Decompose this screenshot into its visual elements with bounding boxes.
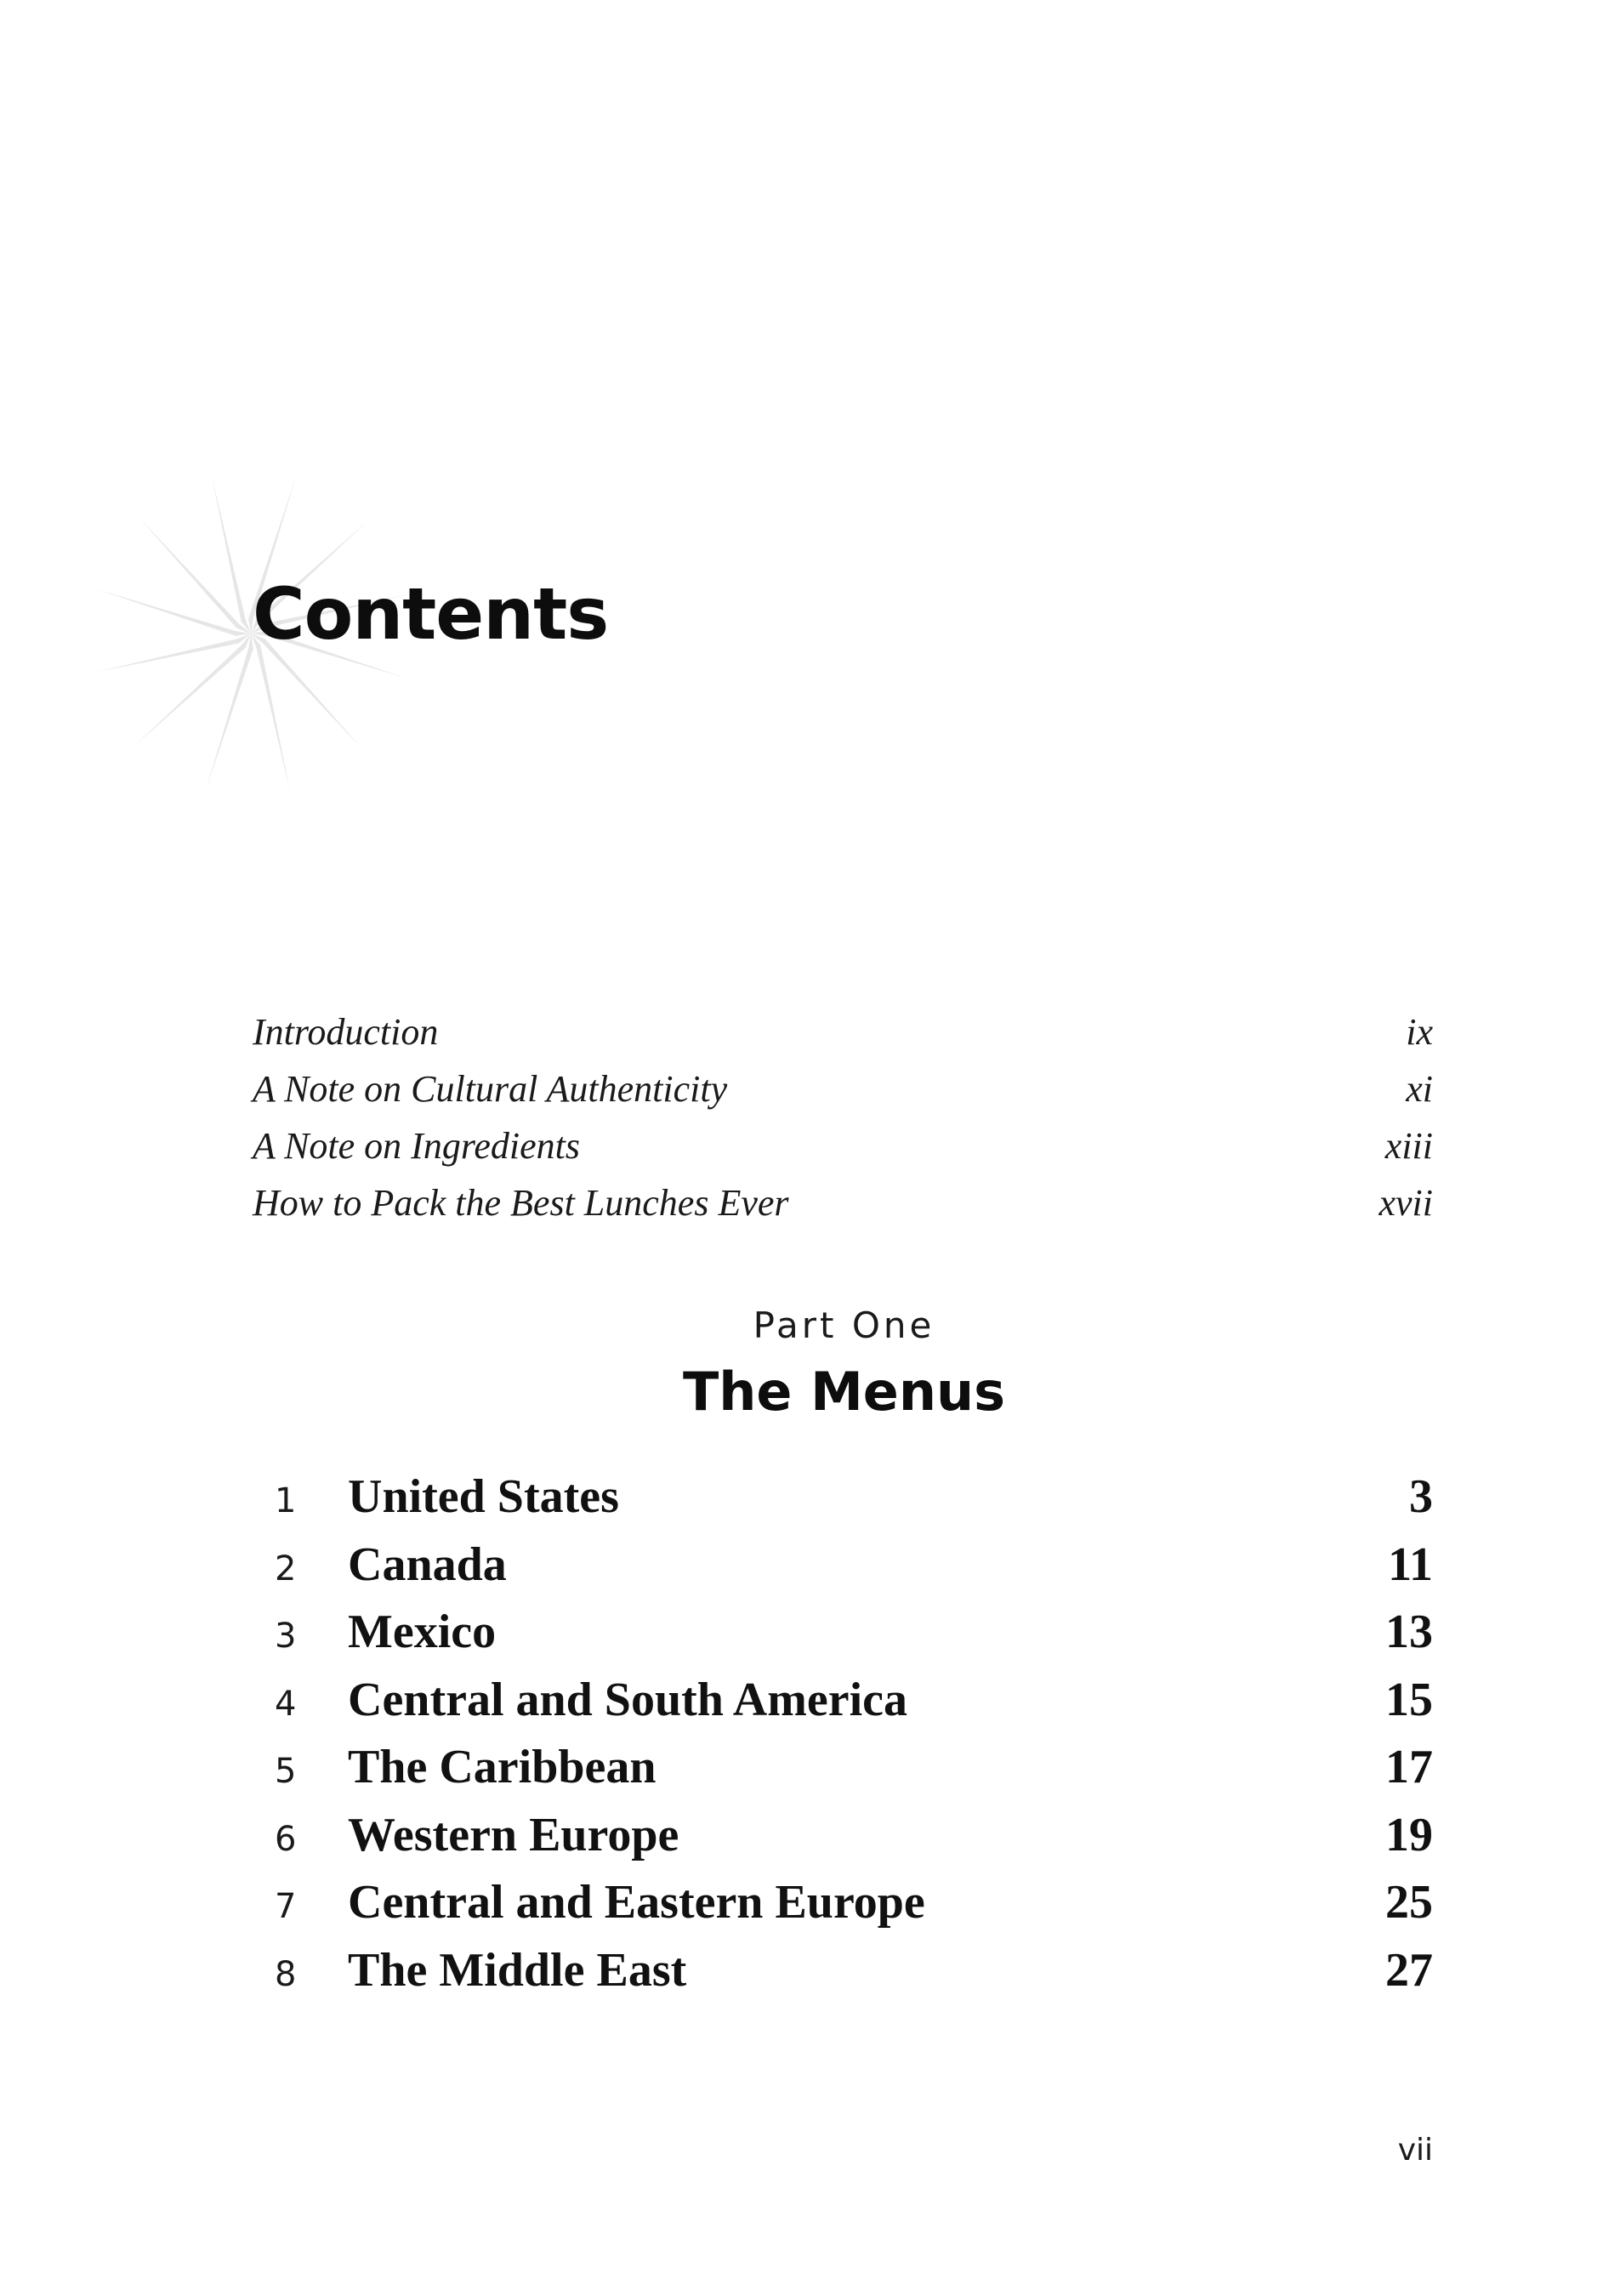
chapter-title: Mexico [348, 1605, 497, 1658]
chapter-page: 15 [1385, 1673, 1433, 1726]
chapter-title: The Middle East [348, 1943, 687, 1997]
entry-page: xiii [1384, 1125, 1433, 1167]
front-matter-entry[interactable] [253, 1124, 1433, 1181]
chapter-title: United States [348, 1470, 619, 1523]
chapter-page: 19 [1385, 1808, 1433, 1861]
chapter-title: Canada [348, 1537, 507, 1591]
chapter-list [253, 1469, 1433, 2010]
part-title: The Menus [683, 1361, 1005, 1423]
chapter-number: 3 [275, 1617, 297, 1656]
chapter-title: Central and South America [348, 1673, 907, 1726]
entry-title: Introduction [253, 1011, 439, 1053]
front-matter-entry[interactable] [253, 1010, 1433, 1067]
page-title: Contents [253, 572, 609, 656]
chapter-page: 25 [1385, 1876, 1433, 1929]
entry-page: xi [1406, 1068, 1433, 1110]
entry-title: A Note on Cultural Authenticity [253, 1068, 728, 1110]
chapter-number: 6 [275, 1819, 297, 1859]
chapter-number: 5 [275, 1752, 297, 1791]
chapter-page: 17 [1385, 1741, 1433, 1793]
chapter-entry[interactable] [253, 1740, 1433, 1808]
chapter-number: 8 [275, 1954, 297, 1994]
front-matter-entry[interactable] [253, 1181, 1433, 1238]
chapter-entry[interactable] [253, 1943, 1433, 2011]
chapter-number: 4 [275, 1684, 297, 1724]
starburst-ray [94, 634, 251, 673]
chapter-title: Central and Eastern Europe [348, 1876, 925, 1929]
page-number: vii [1397, 2133, 1433, 2168]
chapter-entry[interactable] [253, 1875, 1433, 1943]
chapter-page: 3 [1409, 1470, 1433, 1523]
entry-title: A Note on Ingredients [253, 1125, 580, 1167]
starburst-ray [212, 477, 251, 634]
chapter-title: The Caribbean [348, 1741, 657, 1793]
chapter-entry[interactable] [253, 1673, 1433, 1741]
chapter-entry[interactable] [253, 1808, 1433, 1876]
chapter-entry[interactable] [253, 1537, 1433, 1605]
chapter-page: 27 [1385, 1943, 1433, 1997]
front-matter-list [253, 1010, 1433, 1238]
starburst-ray [251, 634, 290, 790]
front-matter-entry[interactable] [253, 1067, 1433, 1124]
chapter-number: 7 [275, 1887, 297, 1926]
chapter-number: 2 [275, 1549, 297, 1588]
part-heading [0, 1304, 1620, 1423]
chapter-entry[interactable] [253, 1605, 1433, 1673]
chapter-page: 13 [1385, 1605, 1433, 1658]
chapter-page: 11 [1388, 1537, 1433, 1591]
part-label: Part One [753, 1304, 935, 1346]
chapter-number: 1 [275, 1481, 297, 1520]
chapter-entry[interactable] [253, 1469, 1433, 1537]
entry-page: ix [1406, 1011, 1433, 1053]
chapter-title: Western Europe [348, 1808, 679, 1861]
entry-page: xvii [1378, 1182, 1433, 1224]
entry-title: How to Pack the Best Lunches Ever [253, 1182, 789, 1224]
